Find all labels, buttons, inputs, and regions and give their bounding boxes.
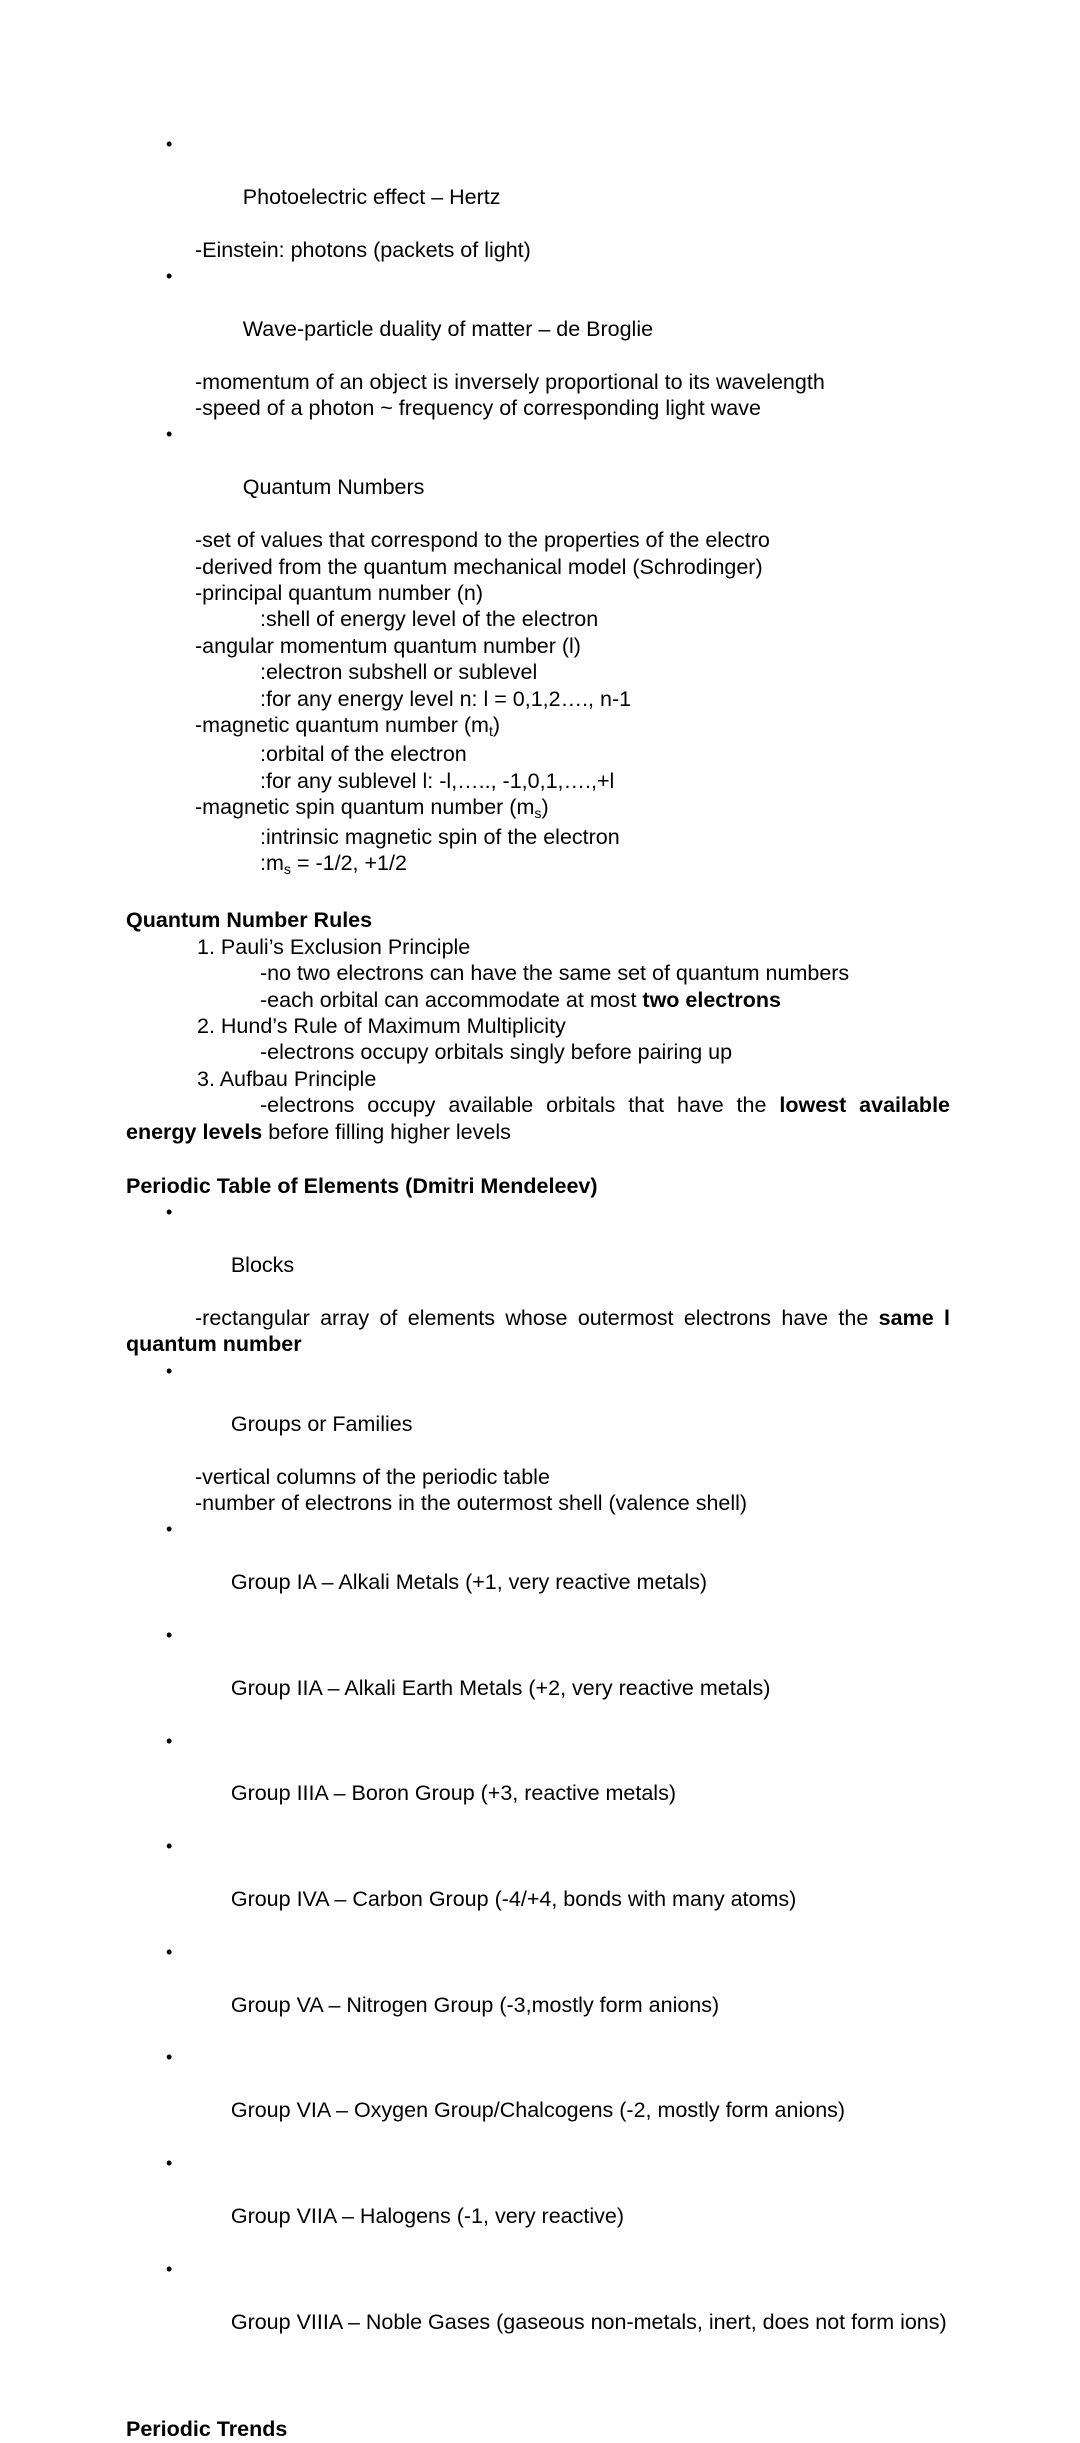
group-label: Group VIIIA – Noble Gases (gaseous non-metals, inert, does not form ions) <box>230 2309 947 2334</box>
quantum-number-magnetic <box>126 712 950 741</box>
section-heading-quantum-number-rules: Quantum Number Rules <box>126 908 373 933</box>
bullet-icon: • <box>166 134 173 154</box>
list-item <box>126 131 950 237</box>
list-item <box>126 263 950 369</box>
list-item-label: Quantum Numbers <box>242 475 425 500</box>
list-item-group <box>126 1728 950 1834</box>
rule-1-detail-2 <box>126 987 950 1013</box>
rule-item-2: 2. Hund’s Rule of Maximum Multiplicity <box>197 1014 566 1038</box>
bullet-icon: • <box>166 2153 173 2174</box>
quantum-number-angular-range: :for any energy level n: l = 0,1,2…., n-1 <box>260 686 632 711</box>
list-item-label: Groups or Families <box>230 1411 413 1436</box>
group-label: Group IVA – Carbon Group (-4/+4, bonds with many atoms) <box>230 1887 797 1911</box>
bullet-icon: • <box>166 1202 173 1223</box>
quantum-number-magnetic-note: :orbital of the electron <box>260 742 467 767</box>
quantum-number-angular: -angular momentum quantum number (l) <box>195 633 581 658</box>
spin-label-post: ) <box>541 795 549 820</box>
spacer <box>126 879 950 907</box>
quantum-number-spin-values <box>126 850 950 879</box>
section-heading-periodic-trends: Periodic Trends <box>126 2417 288 2442</box>
bullet-icon: • <box>166 1519 173 1540</box>
list-item-group <box>126 1622 950 1728</box>
spin-subscript: s <box>534 806 542 823</box>
group-label: Group VIIA – Halogens (-1, very reactive) <box>230 2203 624 2228</box>
bullet-icon: • <box>166 266 173 287</box>
bullet-icon: • <box>166 1730 173 1751</box>
list-item-group <box>126 2150 950 2256</box>
aufbau-tail: before filling higher levels <box>262 1119 511 1144</box>
bullet-icon: • <box>166 424 173 445</box>
detail-line: -speed of a photon ~ frequency of corresponding light wave <box>195 396 761 421</box>
quantum-number-angular-note: :electron subshell or sublevel <box>260 660 538 685</box>
rule-1-detail-2-emphasis: two electrons <box>642 987 781 1012</box>
list-item-label: Photoelectric effect – Hertz <box>242 184 501 209</box>
rule-item-3: 3. Aufbau Principle <box>197 1066 377 1091</box>
groups-detail-1: -vertical columns of the periodic table <box>195 1464 550 1489</box>
quantum-bullet-group <box>126 131 950 879</box>
rule-1-detail-2-text: -each orbital can accommodate at most <box>260 987 643 1012</box>
rule-2-detail-1: -electrons occupy orbitals singly before pairing up <box>260 1040 733 1065</box>
list-item-blocks <box>126 1199 950 1305</box>
blocks-detail <box>126 1305 956 1358</box>
spin-values-subscript: s <box>283 861 291 878</box>
group-label: Group IIIA – Boron Group (+3, reactive metals) <box>230 1781 676 1806</box>
quantum-number-magnetic-range: :for any sublevel l: -l,….., -1,0,1,….,+l <box>260 768 615 793</box>
quantum-number-spin-note: :intrinsic magnetic spin of the electron <box>260 824 620 849</box>
bullet-icon: • <box>166 2047 173 2068</box>
group-label: Group VA – Nitrogen Group (-3,mostly form anions) <box>230 1992 720 2017</box>
magnetic-label-pre: -magnetic quantum number (m <box>195 712 489 737</box>
rule-1-detail-1: -no two electrons can have the same set of quantum numbers <box>260 961 850 986</box>
document-body <box>126 131 956 2443</box>
list-item-label: Wave-particle duality of matter – de Broglie <box>242 316 654 341</box>
bullet-icon: • <box>166 1836 173 1857</box>
spin-values-post: = -1/2, +1/2 <box>290 850 407 875</box>
group-label: Group IA – Alkali Metals (+1, very reactive metals) <box>230 1570 708 1595</box>
list-item-group <box>126 1833 950 1939</box>
aufbau-lead: -electrons occupy available orbitals that have the <box>260 1093 780 1118</box>
list-item-group <box>126 2044 950 2150</box>
quantum-number-spin <box>126 794 950 823</box>
magnetic-subscript: t <box>488 723 493 740</box>
detail-line: -derived from the quantum mechanical model (Schrodinger) <box>195 554 763 579</box>
blocks-detail-lead: -rectangular array of elements whose outermost electrons have the <box>195 1306 879 1331</box>
list-item-label: Blocks <box>230 1253 295 1278</box>
bullet-icon: • <box>166 1941 173 1962</box>
aufbau-emphasis: lowest available energy levels <box>126 1093 956 1144</box>
blocks-detail-emphasis: same l quantum number <box>126 1306 956 1357</box>
groups-detail-2: -number of electrons in the outermost shell (valence shell) <box>195 1490 748 1515</box>
spacer <box>126 1145 950 1173</box>
bullet-icon: • <box>166 2258 173 2279</box>
spin-label-pre: -magnetic spin quantum number (m <box>195 795 535 820</box>
detail-line: -set of values that correspond to the properties of the electro <box>195 528 770 553</box>
rule-item-1: 1. Pauli’s Exclusion Principle <box>197 934 471 959</box>
spin-values-pre: :m <box>260 850 284 875</box>
spacer <box>126 2361 950 2416</box>
quantum-number-principal-note: :shell of energy level of the electron <box>260 607 599 632</box>
rule-3-detail-1 <box>126 1092 956 1145</box>
list-item-group <box>126 2256 950 2362</box>
list-item-group <box>126 1939 950 2045</box>
list-item-groups <box>126 1358 950 1464</box>
group-label: Group IIA – Alkali Earth Metals (+2, very reactive metals) <box>230 1675 771 1700</box>
list-item <box>126 421 950 527</box>
section-heading-periodic-table: Periodic Table of Elements (Dmitri Mendeleev) <box>126 1174 598 1199</box>
group-label: Group VIA – Oxygen Group/Chalcogens (-2, mostly form anions) <box>230 2098 846 2123</box>
detail-line: -momentum of an object is inversely proportional to its wavelength <box>195 369 825 394</box>
bullet-icon: • <box>166 1624 173 1645</box>
detail-line: -Einstein: photons (packets of light) <box>195 237 531 262</box>
quantum-number-principal: -principal quantum number (n) <box>195 580 483 605</box>
bullet-icon: • <box>166 1360 173 1381</box>
list-item-group <box>126 1516 950 1622</box>
magnetic-label-post: ) <box>492 712 501 737</box>
